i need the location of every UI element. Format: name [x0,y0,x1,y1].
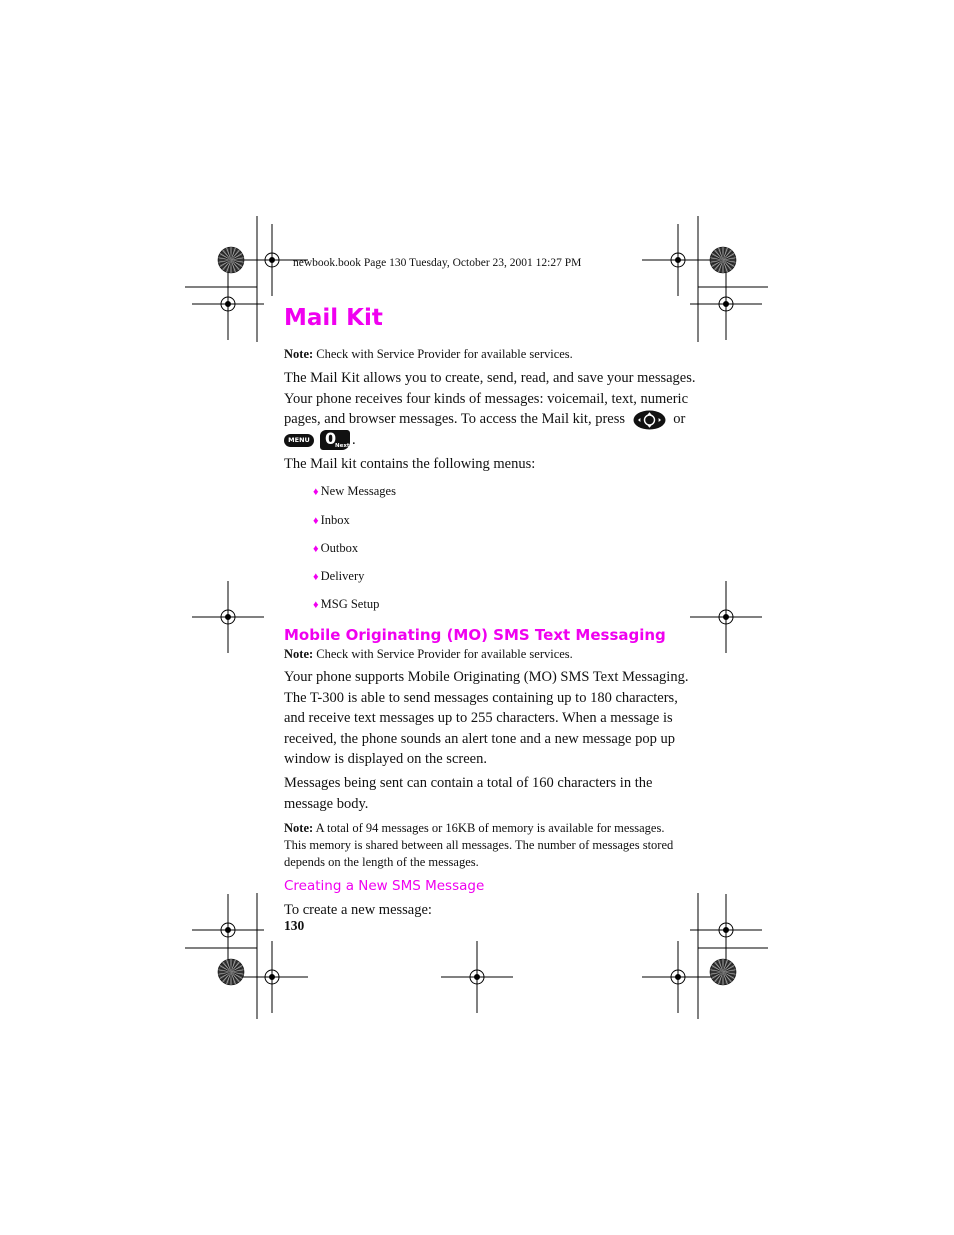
paragraph-line: Messages being sent can contain a total of 160 characters in the [284,775,653,791]
navigation-key-icon [633,410,666,430]
paragraph-line: window is displayed on the screen. [284,751,487,767]
note-service-provider [284,346,573,363]
radial-target-icon [710,247,736,273]
intro-line: The Mail Kit allows you to create, send, read, and save your messages. [284,370,696,386]
bullet-icon: ♦ [313,571,319,583]
intro-paragraph [284,368,696,450]
create-intro: To create a new message: [284,902,432,918]
note-memory: Note: A total of 94 messages or 16KB of memory is available for messages. This memory is shared between all messages. The number of messages stored depends on the length of the messages. [284,821,674,869]
bullet-icon: ♦ [313,599,319,611]
zero-next-key-icon: 0 Next [320,430,350,450]
crosshair-target-icon [690,581,762,653]
menu-item-delivery: ♦ Delivery [313,569,365,583]
page-number: 130 [284,918,305,933]
bullet-icon: ♦ [313,515,319,527]
bullet-icon: ♦ [313,543,319,555]
bullet-icon: ♦ [313,486,319,498]
section-heading: Mobile Originating (MO) SMS Text Messaging [284,626,666,644]
crosshair-target-icon [236,941,308,1013]
menu-item-new-messages: ♦ New Messages [313,484,396,498]
print-header: newbook.book Page 130 Tuesday, October 23, 2001 12:27 PM [293,257,582,269]
crosshair-target-icon [192,268,264,340]
intro-end: . [352,431,356,448]
menu-item-outbox: ♦ Outbox [313,541,359,555]
radial-target-icon [218,247,244,273]
crosshair-target-icon [192,581,264,653]
note-text: Check with Service Provider for available services. [313,347,573,361]
note-text: Check with Service Provider for available services. [313,647,573,661]
menu-item-inbox: ♦ Inbox [313,513,350,527]
paragraph-line: received, the phone sounds an alert tone and a new message pop up [284,730,675,747]
paragraph-line: Your phone supports Mobile Originating (MO) SMS Text Messaging. [284,669,689,685]
menu-item-msg-setup: ♦ MSG Setup [313,597,380,611]
paragraph-line: The T-300 is able to send messages containing up to 180 characters, [284,689,678,706]
crosshair-target-icon [642,941,714,1013]
note-label: Note: [284,647,314,661]
intro-keys-line [284,430,696,451]
intro-line: pages, and browser messages. To access the Mail kit, press or [284,409,696,430]
paragraph-line: message body. [284,795,369,812]
subsection-heading: Creating a New SMS Message [284,878,485,894]
note-service-provider-2 [284,646,573,663]
menus-intro: The Mail kit contains the following menus: [284,456,536,472]
crosshair-target-icon [441,941,513,1013]
note-label: Note: [284,821,314,835]
radial-target-icon [710,959,736,985]
note-label: Note: [284,347,314,361]
menu-key-icon: MENU [284,434,314,447]
mo-sms-paragraph [284,667,688,770]
message-length-paragraph [284,773,652,814]
crosshair-target-icon [690,894,762,966]
crosshair-target-icon [690,268,762,340]
paragraph-line: and receive text messages up to 255 characters. When a message is [284,710,673,726]
page-title: Mail Kit [284,305,383,331]
intro-line: Your phone receives four kinds of messages: voicemail, text, numeric [284,390,689,407]
crosshair-target-icon [192,894,264,966]
crosshair-target-icon [642,224,714,296]
radial-target-icon [218,959,244,985]
intro-or: or [673,411,686,427]
